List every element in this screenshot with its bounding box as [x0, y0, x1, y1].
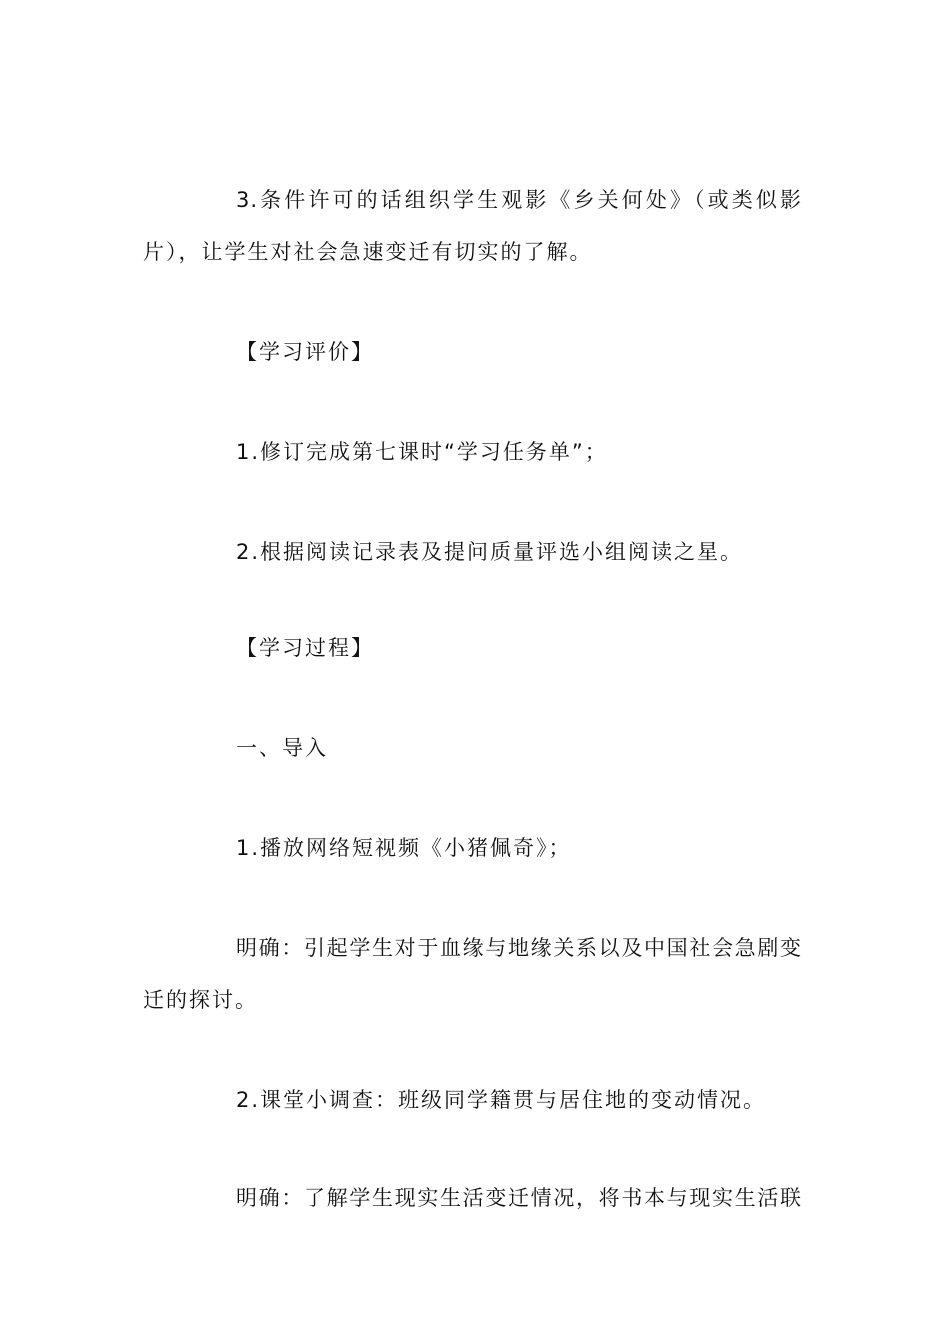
list-item: 2.课堂小调查：班级同学籍贯与居住地的变动情况。 — [236, 1088, 767, 1112]
paragraph-line: 迁的探讨。 — [143, 988, 258, 1012]
list-item: 1.播放网络短视频《小猪佩奇》； — [236, 836, 572, 860]
section-heading-process: 【学习过程】 — [236, 636, 374, 660]
section-title: 一、导入 — [236, 736, 328, 760]
paragraph-line: 明确：了解学生现实生活变迁情况，将书本与现实生活联 — [236, 1186, 802, 1210]
paragraph-line: 明确：引起学生对于血缘与地缘关系以及中国社会急剧变 — [236, 936, 802, 960]
paragraph-line: 3.条件许可的话组织学生观影《乡关何处》（或类似影 — [236, 188, 802, 212]
section-heading-evaluation: 【学习评价】 — [236, 340, 374, 364]
list-item: 1.修订完成第七课时“学习任务单”； — [236, 440, 608, 464]
list-item: 2.根据阅读记录表及提问质量评选小组阅读之星。 — [236, 540, 744, 564]
paragraph-line: 片），让学生对社会急速变迁有切实的了解。 — [143, 240, 593, 264]
